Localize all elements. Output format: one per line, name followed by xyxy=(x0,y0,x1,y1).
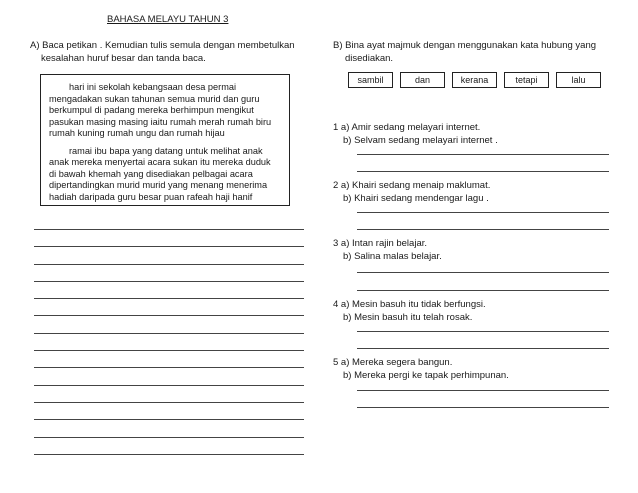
section-a-instruction-line2: kesalahan huruf besar dan tanda baca. xyxy=(41,53,206,64)
question-3a: 3 a) Intan rajin belajar. xyxy=(333,238,428,249)
passage-paragraph-2: ramai ibu bapa yang datang untuk melihat anak anak mereka menyertai acara sukan itu mereka duduk di bawah khemah yang disediakan pelbagai acara dipertandingkan murid murid yang menang menerima hadiah daripada guru besar puan rafeah haji hanif xyxy=(49,145,271,202)
answer-line[interactable] xyxy=(357,171,609,172)
answer-line[interactable] xyxy=(357,154,609,155)
question-5b: b) Mereka pergi ke tapak perhimpunan. xyxy=(343,370,509,381)
question-5a: 5 a) Mereka segera bangun. xyxy=(333,357,453,368)
answer-line[interactable] xyxy=(34,350,304,351)
answer-line[interactable] xyxy=(34,385,304,386)
answer-line[interactable] xyxy=(34,333,304,334)
section-b-instruction-line2: disediakan. xyxy=(345,53,394,64)
answer-line[interactable] xyxy=(34,229,304,230)
question-2a: 2 a) Khairi sedang menaip maklumat. xyxy=(333,180,491,191)
answer-line[interactable] xyxy=(357,290,609,291)
answer-line[interactable] xyxy=(357,229,609,230)
answer-line[interactable] xyxy=(34,402,304,403)
word-chip-kerana: kerana xyxy=(452,72,497,88)
answer-line[interactable] xyxy=(357,348,609,349)
answer-line[interactable] xyxy=(34,315,304,316)
answer-line[interactable] xyxy=(34,454,304,455)
answer-line[interactable] xyxy=(34,419,304,420)
page-title: BAHASA MELAYU TAHUN 3 xyxy=(107,14,229,25)
answer-line[interactable] xyxy=(34,367,304,368)
answer-line[interactable] xyxy=(34,437,304,438)
answer-line[interactable] xyxy=(34,298,304,299)
answer-line[interactable] xyxy=(34,264,304,265)
word-chip-sambil: sambil xyxy=(348,72,393,88)
answer-line[interactable] xyxy=(357,212,609,213)
answer-line[interactable] xyxy=(34,246,304,247)
question-1a: 1 a) Amir sedang melayari internet. xyxy=(333,122,481,133)
answer-line[interactable] xyxy=(357,331,609,332)
question-4b: b) Mesin basuh itu telah rosak. xyxy=(343,312,473,323)
question-1b: b) Selvam sedang melayari internet . xyxy=(343,135,498,146)
section-b-instruction-line1: B) Bina ayat majmuk dengan menggunakan kata hubung yang xyxy=(333,40,597,51)
passage-paragraph-1: hari ini sekolah kebangsaan desa permai mengadakan sukan tahunan semua murid dan guru berkumpul di padang mereka berhimpun mengikut pasukan masing masing iaitu rumah merah rumah biru rumah kuning rumah ungu dan rumah hijau xyxy=(49,82,272,138)
answer-line[interactable] xyxy=(357,390,609,391)
question-2b: b) Khairi sedang mendengar lagu . xyxy=(343,193,489,204)
answer-line[interactable] xyxy=(34,281,304,282)
passage-box xyxy=(40,74,290,206)
answer-line[interactable] xyxy=(357,272,609,273)
question-4a: 4 a) Mesin basuh itu tidak berfungsi. xyxy=(333,299,486,310)
word-chip-dan: dan xyxy=(400,72,445,88)
word-chip-lalu: lalu xyxy=(556,72,601,88)
word-chip-tetapi: tetapi xyxy=(504,72,549,88)
section-a-instruction-line1: A) Baca petikan . Kemudian tulis semula dengan membetulkan xyxy=(30,40,295,51)
question-3b: b) Salina malas belajar. xyxy=(343,251,442,262)
answer-line[interactable] xyxy=(357,407,609,408)
